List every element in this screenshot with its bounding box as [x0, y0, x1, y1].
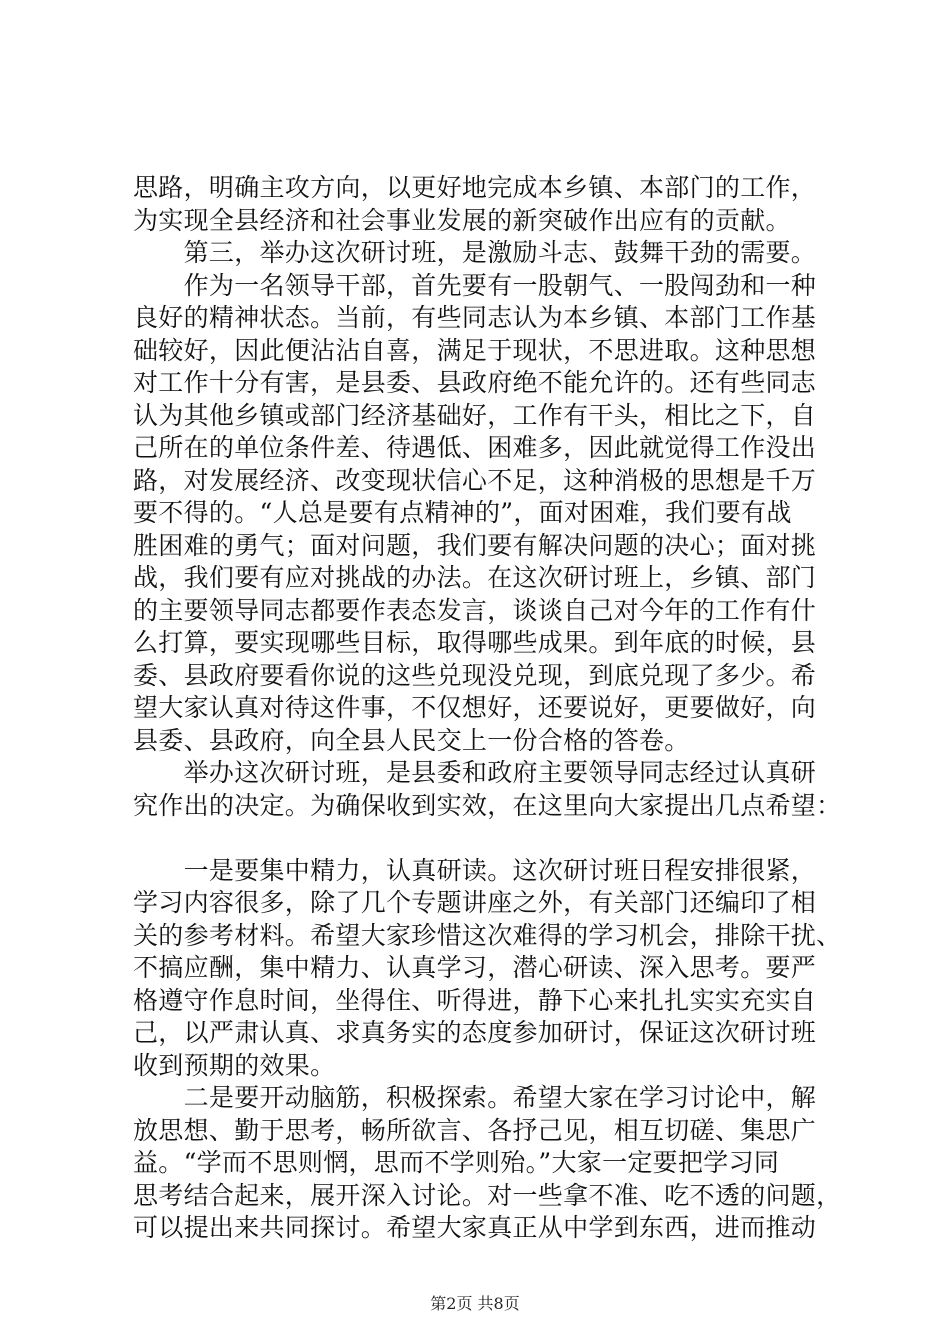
text-line: 二是要开动脑筋，积极探索。希望大家在学习讨论中，解: [133, 1083, 817, 1112]
text-line: [133, 822, 833, 855]
page-footer: 第2页 共8页: [430, 1294, 520, 1313]
text-line: 第三，举办这次研讨班，是激励斗志、鼓舞干劲的需要。: [133, 238, 817, 267]
text-line: 学习内容很多，除了几个专题讲座之外，有关部门还编印了相: [133, 888, 817, 917]
text-line: 放思想、勤于思考，畅所欲言、各抒己见，相互切磋、集思广: [133, 1115, 817, 1145]
text-line: 战，我们要有应对挑战的办法。在这次研讨班上，乡镇、部门: [133, 563, 817, 592]
text-line: 良好的精神状态。当前，有些同志认为本乡镇、本部门工作基: [133, 303, 817, 332]
text-line: 么打算，要实现哪些目标，取得哪些成果。到年底的时候，县: [133, 628, 817, 657]
text-line: 关的参考材料。希望大家珍惜这次难得的学习机会，排除干扰、: [133, 920, 842, 950]
text-line: 胜困难的勇气；面对问题，我们要有解决问题的决心；面对挑: [133, 530, 817, 560]
text-line: 作为一名领导干部，首先要有一股朝气、一股闯劲和一种: [133, 270, 817, 300]
text-line: 己所在的单位条件差、待遇低、困难多，因此就觉得工作没出: [133, 433, 817, 462]
text-line: 可以提出来共同探讨。希望大家真正从中学到东西，进而推动: [133, 1213, 817, 1242]
text-line: 一是要集中精力，认真研读。这次研讨班日程安排很紧，: [133, 855, 817, 885]
text-line: 的主要领导同志都要作表态发言，谈谈自己对今年的工作有什: [133, 595, 817, 625]
text-line: 委、县政府要看你说的这些兑现没兑现，到底兑现了多少。希: [133, 660, 817, 690]
text-line: 思路，明确主攻方向，以更好地完成本乡镇、本部门的工作，: [133, 173, 817, 202]
text-line: 举办这次研讨班，是县委和政府主要领导同志经过认真研: [133, 758, 817, 787]
body-text: [133, 172, 842, 1245]
text-line: 路，对发展经济、改变现状信心不足，这种消极的思想是千万: [133, 465, 817, 495]
text-line: 益。“学而不思则惘，思而不学则殆。”大家一定要把学习同: [133, 1148, 780, 1177]
text-line: 收到预期的效果。: [133, 1050, 336, 1080]
text-line: 不搞应酬，集中精力、认真学习，潜心研读、深入思考。要严: [133, 953, 817, 982]
text-line: 望大家认真对待这件事，不仅想好，还要说好，更要做好，向: [133, 693, 817, 722]
text-line: 己，以严肃认真、求真务实的态度参加研讨，保证这次研讨班: [133, 1018, 817, 1047]
text-line: 础较好，因此便沾沾自喜，满足于现状，不思进取。这种思想: [133, 335, 817, 365]
text-line: 究作出的决定。为确保收到实效，在这里向大家提出几点希望：: [133, 790, 842, 820]
text-line: 思考结合起来，展开深入讨论。对一些拿不准、吃不透的问题，: [133, 1180, 842, 1210]
text-line: 认为其他乡镇或部门经济基础好，工作有干头，相比之下，自: [133, 400, 817, 430]
text-line: 要不得的。“人总是要有点精神的”，面对困难，我们要有战: [133, 498, 792, 527]
text-line: 为实现全县经济和社会事业发展的新突破作出应有的贡献。: [133, 205, 791, 235]
text-line: 对工作十分有害，是县委、县政府绝不能允许的。还有些同志: [133, 368, 817, 397]
text-line: 格遵守作息时间，坐得住、听得进，静下心来扎扎实实充实自: [133, 985, 817, 1015]
text-line: 县委、县政府，向全县人民交上一份合格的答卷。: [133, 725, 690, 755]
